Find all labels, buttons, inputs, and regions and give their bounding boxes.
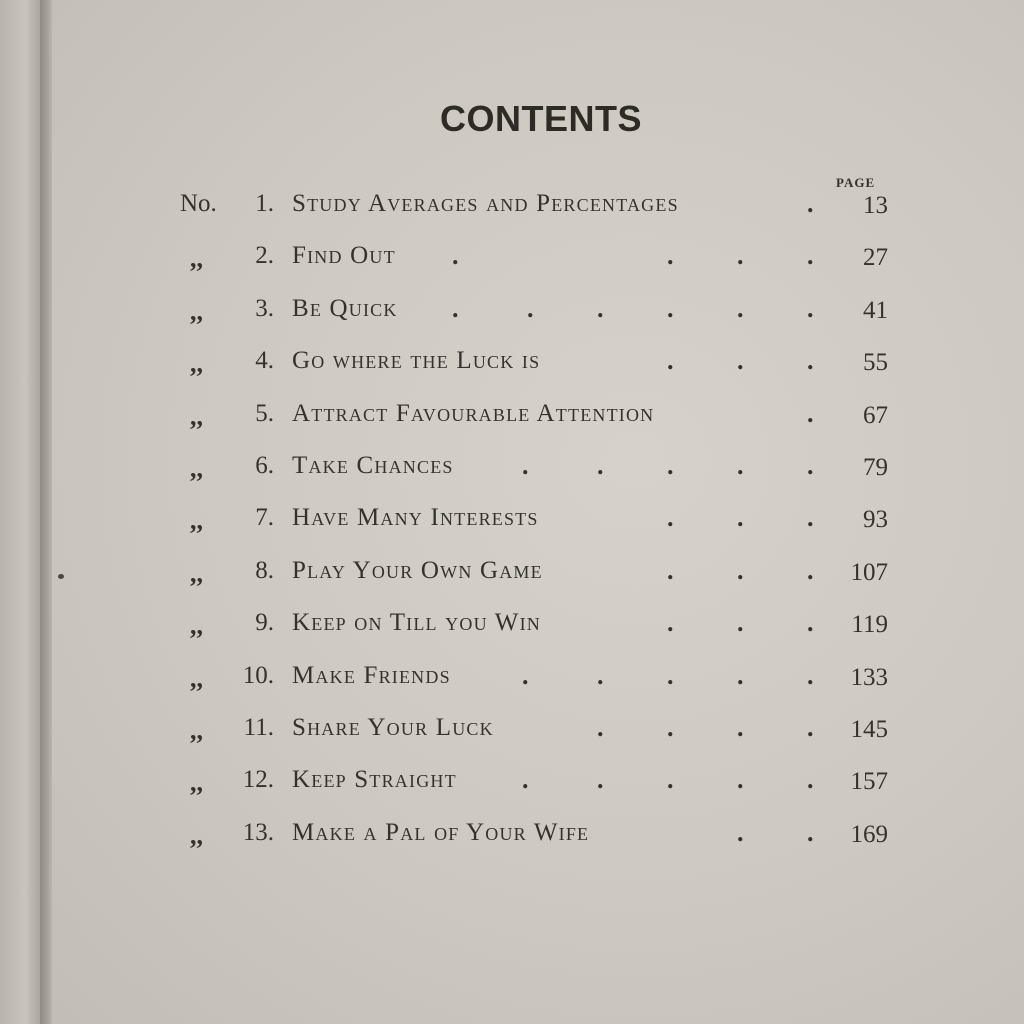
leader-dot: . [737, 555, 744, 585]
toc-row [0, 236, 1024, 276]
leader-dot: . [807, 713, 814, 742]
page-number: 55 [863, 349, 888, 377]
leader-dot: . [527, 293, 534, 323]
leader-dot: . [737, 817, 744, 847]
ditto-mark: ,, [190, 506, 203, 536]
leader-dot: . [737, 713, 744, 742]
leader-dot: . [737, 346, 744, 376]
chapter-title: Be Quick [292, 294, 398, 322]
leader-dot: . [807, 503, 814, 533]
chapter-title: Find Out [292, 242, 396, 270]
leader-dot: . [597, 451, 604, 480]
chapter-title: Share Your Luck [292, 714, 494, 741]
chapter-title: Take Chances [292, 452, 454, 479]
page-title: CONTENTS [440, 98, 642, 139]
chapter-number: 12. [242, 766, 274, 794]
leader-dot: . [807, 817, 814, 847]
chapter-number: 11. [243, 714, 274, 741]
ditto-mark: ,, [190, 663, 203, 693]
page-number: 67 [863, 401, 888, 429]
leader-dot: . [597, 765, 604, 795]
leader-dot: . [522, 660, 529, 690]
page-number: 41 [863, 296, 888, 324]
leader-dot: . [667, 293, 674, 323]
ditto-mark: ,, [190, 244, 203, 274]
leader-dot: . [807, 241, 814, 271]
leader-dot: . [667, 608, 674, 638]
toc-row [0, 498, 1024, 538]
leader-dot: . [807, 608, 814, 638]
chapter-title: Make a Pal of Your Wife [292, 818, 590, 846]
page-number: 145 [850, 716, 888, 743]
leader-dot: . [807, 346, 814, 376]
chapter-title: Go where the Luck is [292, 347, 541, 375]
chapter-number: 2. [255, 242, 274, 270]
leader-dot: . [452, 241, 459, 271]
leader-dot: . [807, 189, 814, 218]
chapter-title: Keep Straight [292, 766, 457, 794]
chapter-number: 8. [255, 556, 274, 584]
chapter-number: 5. [255, 399, 274, 427]
leader-dot: . [667, 660, 674, 690]
ditto-mark: ,, [190, 401, 203, 431]
leader-dot: . [522, 451, 529, 480]
leader-dot: . [737, 293, 744, 323]
leader-dot: . [597, 713, 604, 742]
leader-dot: . [737, 660, 744, 690]
toc-row [0, 656, 1024, 696]
ditto-mark: ,, [190, 454, 203, 483]
toc-row [0, 289, 1024, 329]
leader-dot: . [452, 293, 459, 323]
number-prefix: No. [180, 190, 217, 217]
chapter-number: 13. [242, 818, 274, 846]
leader-dot: . [737, 241, 744, 271]
toc-row [0, 708, 1024, 748]
leader-dot: . [807, 398, 814, 428]
toc-row [0, 184, 1024, 224]
chapter-title: Attract Favourable Attention [292, 399, 655, 427]
page-number: 93 [863, 506, 888, 534]
chapter-title: Study Averages and Percentages [292, 190, 679, 217]
leader-dot: . [807, 451, 814, 480]
toc-row [0, 341, 1024, 381]
leader-dot: . [522, 765, 529, 795]
leader-dot: . [737, 608, 744, 638]
leader-dot: . [807, 765, 814, 795]
page-number: 133 [850, 663, 888, 691]
leader-dot: . [667, 241, 674, 271]
toc-row [0, 394, 1024, 434]
leader-dot: . [737, 451, 744, 480]
chapter-number: 1. [255, 190, 274, 217]
ditto-mark: ,, [190, 768, 203, 798]
page-number: 107 [850, 558, 888, 586]
ditto-mark: ,, [190, 716, 203, 745]
leader-dot: . [667, 503, 674, 533]
toc-row [0, 551, 1024, 591]
chapter-number: 3. [255, 294, 274, 322]
chapter-number: 4. [255, 347, 274, 375]
leader-dot: . [667, 346, 674, 376]
leader-dot: . [737, 765, 744, 795]
page-number: 169 [850, 820, 888, 848]
ditto-mark: ,, [190, 820, 203, 850]
leader-dot: . [667, 713, 674, 742]
ditto-mark: ,, [190, 349, 203, 379]
ditto-mark: ,, [190, 296, 203, 326]
toc-row [0, 446, 1024, 486]
page-number: 79 [863, 454, 888, 481]
leader-dot: . [807, 555, 814, 585]
chapter-title: Play Your Own Game [292, 556, 543, 584]
page-column-label: PAGE [836, 175, 876, 190]
toc-row [0, 813, 1024, 853]
page-number: 157 [850, 768, 888, 796]
leader-dot: . [667, 555, 674, 585]
ditto-mark: ,, [190, 611, 203, 641]
toc-row [0, 760, 1024, 800]
chapter-title: Make Friends [292, 661, 451, 689]
chapter-number: 6. [255, 452, 274, 479]
chapter-number: 7. [255, 504, 274, 532]
leader-dot: . [737, 503, 744, 533]
leader-dot: . [807, 293, 814, 323]
toc-row [0, 603, 1024, 643]
leader-dot: . [597, 660, 604, 690]
page-number: 13 [863, 192, 888, 219]
chapter-title: Keep on Till you Win [292, 609, 541, 637]
leader-dot: . [807, 660, 814, 690]
chapter-number: 10. [242, 661, 274, 689]
chapter-title: Have Many Interests [292, 504, 539, 532]
leader-dot: . [667, 451, 674, 480]
page-number: 27 [863, 244, 888, 272]
leader-dot: . [597, 293, 604, 323]
chapter-number: 9. [255, 609, 274, 637]
ditto-mark: ,, [190, 558, 203, 588]
leader-dot: . [667, 765, 674, 795]
page-number: 119 [851, 611, 888, 639]
